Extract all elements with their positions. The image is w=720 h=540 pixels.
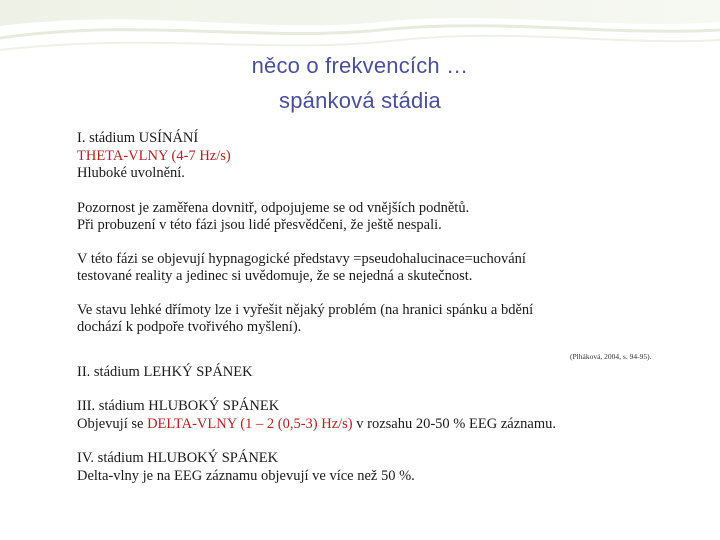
stage2-heading: II. stádium LEHKÝ SPÁNEK	[77, 363, 253, 380]
hypnagogic-line2: testované reality a jedinec si uvědomuje, že se nejedná a skutečnost.	[77, 268, 473, 284]
slide-title-line2: spánková stádia	[279, 88, 441, 113]
stage4-heading: IV. stádium HLUBOKÝ SPÁNEK	[77, 450, 279, 466]
hypnagogic-line1: V této fázi se objevují hypnagogické představy =pseudohalucinace=uchování	[77, 250, 526, 267]
delta-suffix: v rozsahu 20-50 % EEG záznamu.	[352, 415, 556, 432]
attention-line2: Při probuzení v této fázi jsou lidé přesvědčeni, že ještě nespali.	[77, 217, 442, 233]
stage1-heading: I. stádium USÍNÁNÍ	[77, 130, 199, 146]
stage3-heading: III. stádium HLUBOKÝ SPÁNEK	[77, 398, 280, 414]
delta-prefix: Objevují se	[77, 415, 148, 432]
theta-waves: THETA-VLNY (4-7 Hz/s)	[77, 147, 231, 164]
slide-body	[77, 130, 697, 485]
problem-line1: Ve stavu lehké dřímoty lze i vyřešit nějaký problém (na hranici spánku a bdění	[77, 301, 534, 318]
attention-line1: Pozornost je zaměřena dovnitř, odpojujeme se od vnějších podnětů.	[77, 199, 470, 216]
stage4-text: Delta-vlny je na EEG záznamu objevují ve více než 50 %.	[77, 467, 415, 484]
relaxation-text: Hluboké uvolnění.	[77, 165, 185, 181]
problem-line2: dochází k podpoře tvořivého myšlení).	[77, 319, 302, 335]
delta-waves-line	[77, 416, 697, 434]
citation: (Plháková, 2004, s. 94-95).	[570, 352, 652, 361]
delta-waves: DELTA-VLNY (1 – 2 (0,5-3) Hz/s)	[147, 415, 353, 432]
slide-title-line1: něco o frekvencích …	[251, 53, 469, 78]
